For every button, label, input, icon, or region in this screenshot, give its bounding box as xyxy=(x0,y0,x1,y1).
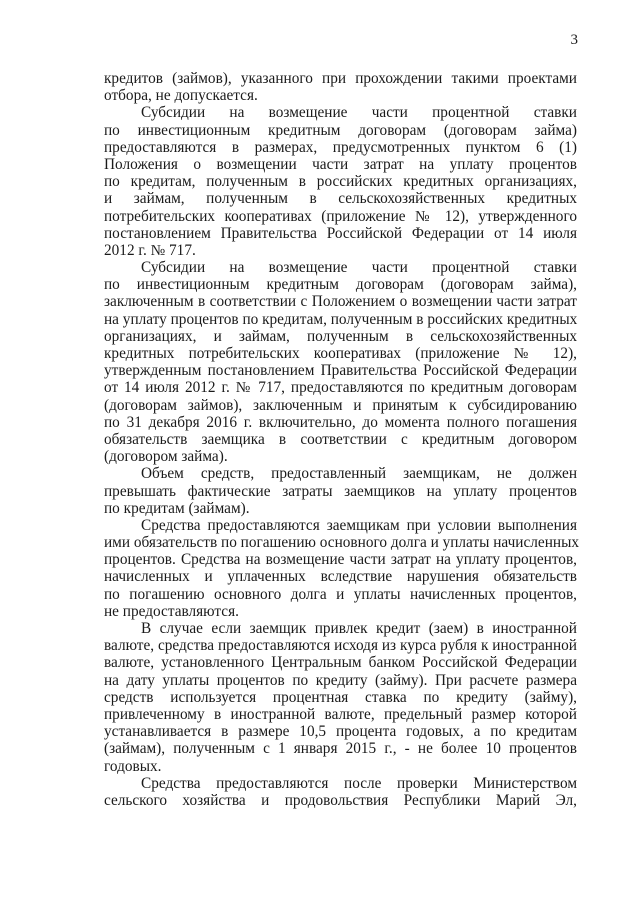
text-line: Положения о возмещении части затрат на уплату процентов xyxy=(104,155,577,173)
text-line: по инвестиционным кредитным договорам (договорам займа), xyxy=(104,276,577,294)
text-line: Средства предоставляются заемщикам при условии выполнения xyxy=(141,516,577,534)
text-line: кредитов (займов), указанного при прохождении такими проектами xyxy=(104,70,577,87)
text-line: устанавливается в размере 10,5 процента годовых, а по кредитам xyxy=(104,723,577,741)
paragraph xyxy=(104,465,577,517)
text-line: валюте, установленного Центральным банком Российской Федерации xyxy=(104,654,577,672)
text-line: по кредитам (займам). xyxy=(104,499,250,517)
text-line: (договорам займов), заключенным и принятым к субсидированию xyxy=(104,396,577,414)
text-line: сельского хозяйства и продовольствия Республики Марий Эл, xyxy=(104,791,577,809)
paragraph xyxy=(104,620,577,775)
text-line: и займам, полученным в сельскохозяйственных кредитных xyxy=(104,190,577,208)
text-line: на уплату процентов по кредитам, полученным в российских кредитных xyxy=(104,310,578,328)
text-line: по погашению основного долга и уплаты начисленных процентов, xyxy=(104,585,577,603)
text-line: по кредитам, полученным в российских кредитных организациях, xyxy=(104,173,577,191)
paragraph xyxy=(104,70,577,104)
text-line: Объем средств, предоставленный заемщикам, не должен xyxy=(141,465,577,483)
text-line: Средства предоставляются после проверки Министерством xyxy=(141,774,577,792)
text-line: (договором займа). xyxy=(104,448,228,466)
text-line: предоставляются в размерах, предусмотренных пунктом 6 (1) xyxy=(104,138,577,156)
document-body xyxy=(104,70,577,809)
text-line: отбора, не допускается. xyxy=(104,87,258,105)
page-number: 3 xyxy=(570,32,578,48)
text-line: В случае если заемщик привлек кредит (заем) в иностранной xyxy=(141,620,577,637)
text-line: кредитных потребительских кооперативах (приложение № 12), xyxy=(104,345,577,362)
text-line: средств используется процентная ставка по кредиту (займу), xyxy=(104,688,577,706)
text-line: превышать фактические затраты заемщиков на уплату процентов xyxy=(104,482,577,500)
text-line: ими обязательств по погашению основного долга и уплаты начисленных xyxy=(104,534,579,552)
text-line: годовых. xyxy=(104,757,162,775)
text-line: Субсидии на возмещение части процентной ставки xyxy=(141,259,577,277)
text-line: утвержденным постановлением Правительства Российской Федерации xyxy=(104,362,577,380)
text-line: (займам), полученным с 1 января 2015 г., - не более 10 процентов xyxy=(104,740,577,758)
text-line: начисленных и уплаченных вследствие нарушения обязательств xyxy=(104,568,577,586)
text-line: потребительских кооперативах (приложение № 12), утвержденного xyxy=(104,207,577,225)
text-line: Субсидии на возмещение части процентной ставки xyxy=(141,104,577,122)
paragraph xyxy=(104,259,577,465)
paragraph xyxy=(104,517,577,620)
text-line: валюте, средства предоставляются исходя из курса рубля к иностранной xyxy=(104,637,577,655)
paragraph xyxy=(104,104,577,259)
text-line: организациях, и займам, полученным в сельскохозяйственных xyxy=(104,327,577,345)
text-line: заключенным в соответствии с Положением о возмещении части затрат xyxy=(104,293,577,311)
text-line: 2012 г. № 717. xyxy=(104,241,196,259)
text-line: обязательств заемщика в соответствии с кредитным договором xyxy=(104,430,577,448)
text-line: постановлением Правительства Российской Федерации от 14 июля xyxy=(104,224,577,242)
text-line: по 31 декабря 2016 г. включительно, до момента полного погашения xyxy=(104,413,577,431)
text-line: процентов. Средства на возмещение части затрат на уплату процентов, xyxy=(104,551,577,569)
text-line: не предоставляются. xyxy=(104,602,239,620)
paragraph xyxy=(104,775,577,809)
text-line: на дату уплаты процентов по кредиту (займу). При расчете размера xyxy=(104,671,577,689)
text-line: по инвестиционным кредитным договорам (договорам займа) xyxy=(104,121,577,139)
text-line: привлеченному в иностранной валюте, предельный размер которой xyxy=(104,705,577,723)
text-line: от 14 июля 2012 г. № 717, предоставляются по кредитным договорам xyxy=(104,379,577,397)
